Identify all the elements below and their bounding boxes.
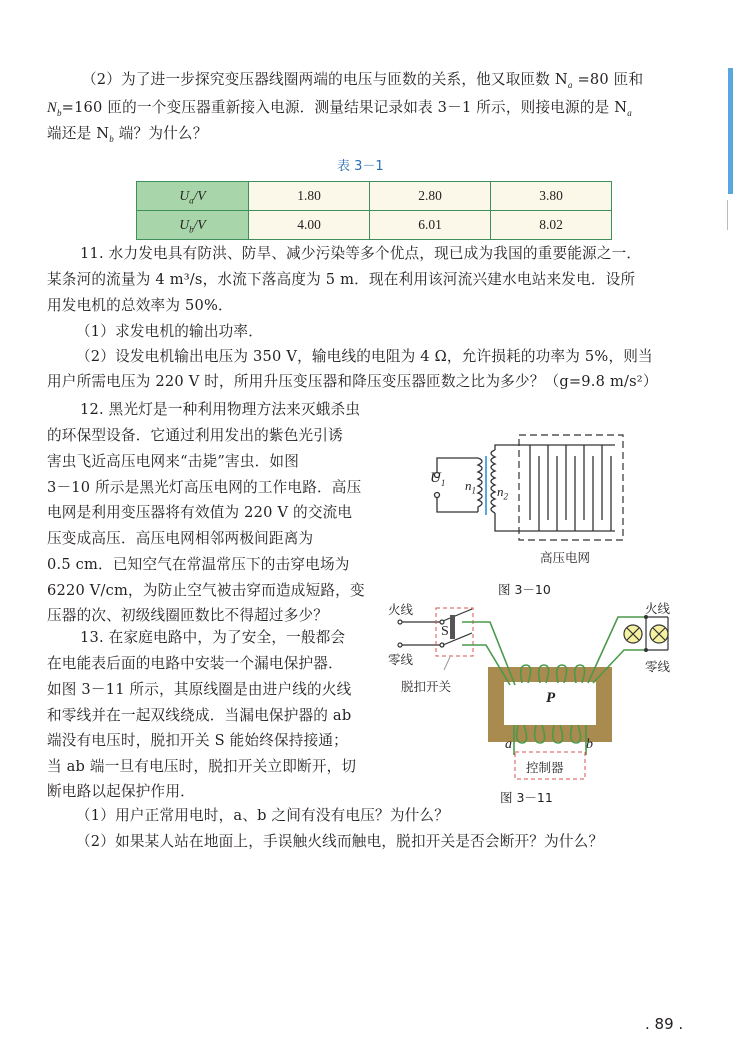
p13-line-5: 端没有电压时，脱扣开关 S 能始终保持接通； xyxy=(47,732,348,749)
controller-label: 控制器 xyxy=(526,760,564,775)
lamp-icon xyxy=(650,625,668,643)
table-cell: 8.02 xyxy=(491,211,612,240)
p12-line-2: 的环保型设备．它通过利用发出的紫色光引诱 xyxy=(47,427,343,444)
table-caption: 表 3－1 xyxy=(337,159,384,174)
figure-3-11-caption: 图 3－11 xyxy=(500,790,553,805)
p10-line-1: （2）为了进一步探究变压器线圈两端的电压与匝数的关系，他又取匝数 $N_a =80$ 匝和 xyxy=(82,71,644,90)
live-wire-left-label: 火线 xyxy=(388,602,414,617)
p11-line-4: （1）求发电机的输出功率． xyxy=(76,323,264,340)
p13-question-1: （1）用户正常用电时，a、b 之间有没有电压？为什么？ xyxy=(76,807,450,824)
u1-label: $U_1$ xyxy=(430,470,446,488)
p10-line-3: 端还是 $N_b$ 端？为什么？ xyxy=(47,125,208,144)
p11-line-1: 11. 水力发电具有防洪、防旱、减少污染等多个优点，现已成为我国的重要能源之一． xyxy=(80,245,642,262)
neutral-wire-left-label: 零线 xyxy=(388,652,414,667)
p12-line-3: 害虫飞近高压电网来“击毙”害虫．如图 xyxy=(47,453,300,470)
p12-line-5: 电网是利用变压器将有效值为 220 V 的交流电 xyxy=(47,504,353,521)
figure-3-10-caption: 图 3－10 xyxy=(498,582,551,597)
live-wire-right-label: 火线 xyxy=(645,601,671,616)
table-cell: 1.80 xyxy=(249,182,370,211)
n1-label: $n_1$ xyxy=(465,478,476,496)
p11-line-2: 某条河的流量为 4 m³/s，水流下落高度为 5 m．现在利用该河流兴建水电站来发电．设所 xyxy=(47,271,636,288)
p12-line-7: 0.5 cm．已知空气在常温常压下的击穿电场为 xyxy=(47,556,350,573)
core-p-label: P xyxy=(546,690,556,706)
lamp-icon xyxy=(624,625,642,643)
high-voltage-grid-label: 高压电网 xyxy=(540,550,591,565)
p11-line-6: 用户所需电压为 220 V 时，所用升压变压器和降压变压器匝数之比为多少？（g=9.8 m/s²） xyxy=(47,373,658,390)
page-number: . 89 . xyxy=(645,1015,684,1033)
data-table xyxy=(136,181,612,240)
p12-line-4: 3－10 所示是黑光灯高压电网的工作电路．高压 xyxy=(47,479,362,496)
side-margin-mark xyxy=(727,200,733,230)
p10-line-2: $N_b=160$ 匝的一个变压器重新接入电源．测量结果记录如表 3－1 所示，则接电源的是 $N_a$ xyxy=(47,99,632,118)
n2-label: $n_2$ xyxy=(497,484,508,502)
p12-line-9: 压器的次、初级线圈匝数比不得超过多少？ xyxy=(47,607,329,624)
table-cell: 2.80 xyxy=(370,182,491,211)
p13-line-3: 如图 3－11 所示，其原线圈是由进户线的火线 xyxy=(47,681,352,698)
p13-line-1: 13. 在家庭电路中，为了安全，一般都会 xyxy=(80,629,346,646)
row-header-ub: $U_b/V$ xyxy=(137,211,249,240)
table-cell: 3.80 xyxy=(491,182,612,211)
terminal-a-label: a xyxy=(505,737,512,752)
row-header-ua: $U_a/V$ xyxy=(137,182,249,211)
p11-line-5: （2）设发电机输出电压为 350 V，输电线的电阻为 4 Ω，允许损耗的功率为 5%，则当 xyxy=(76,348,653,365)
chapter-side-tab xyxy=(728,68,733,194)
terminal-b-label: b xyxy=(586,737,593,752)
figure-3-10-circuit xyxy=(415,420,635,550)
p11-line-3: 用发电机的总效率为 50%． xyxy=(47,297,233,314)
table-cell: 4.00 xyxy=(249,211,370,240)
p12-line-6: 压变成高压．高压电网相邻两极间距离为 xyxy=(47,530,314,547)
p12-line-1: 12. 黑光灯是一种利用物理方法来灭蛾杀虫 xyxy=(80,401,361,418)
neutral-wire-right-label: 零线 xyxy=(645,659,671,674)
table-row xyxy=(137,211,612,240)
trip-switch-label: 脱扣开关 xyxy=(401,679,452,694)
p13-line-4: 和零线并在一起双线绕成．当漏电保护器的 ab xyxy=(47,707,352,724)
p13-line-6: 当 ab 端一旦有电压时，脱扣开关立即断开，切 xyxy=(47,758,357,775)
p13-question-2: （2）如果某人站在地面上，手误触火线而触电，脱扣开关是否会断开？为什么？ xyxy=(76,833,604,850)
table-row xyxy=(137,182,612,211)
switch-s-label: S xyxy=(441,624,449,639)
p13-line-7: 断电路以起保护作用． xyxy=(47,783,195,800)
p12-line-8: 6220 V/cm，为防止空气被击穿而造成短路，变 xyxy=(47,582,365,599)
table-cell: 6.01 xyxy=(370,211,491,240)
p13-line-2: 在电能表后面的电路中安装一个漏电保护器． xyxy=(47,655,343,672)
